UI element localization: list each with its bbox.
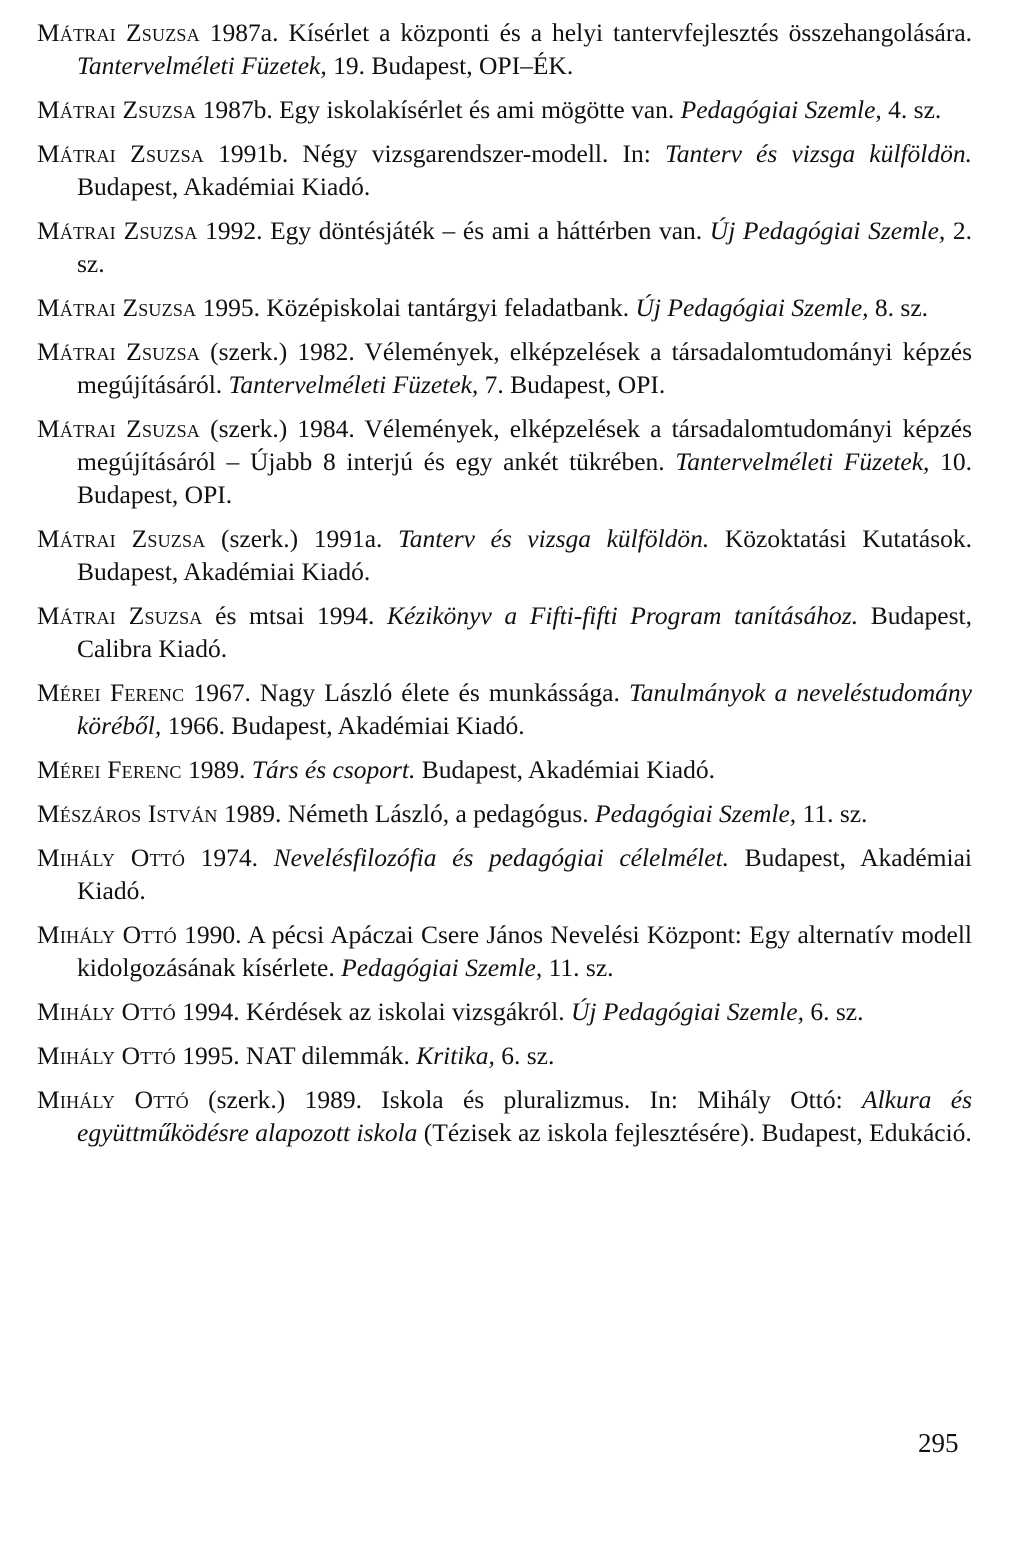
reference-author: Mátrai Zsuzsa: [37, 18, 200, 47]
reference-entry: Mihály Ottó 1990. A pécsi Apáczai Csere János Nevelési Központ: Egy alternatív modell kidolgozásának kísérlete. Pedagógiai Szemle, 11. sz.: [37, 920, 973, 982]
reference-author: Mihály Ottó: [37, 1041, 176, 1070]
reference-author: Mérei Ferenc: [37, 755, 182, 784]
reference-source-title: Kritika,: [416, 1041, 495, 1070]
reference-source-title: Pedagógiai Szemle,: [680, 95, 882, 124]
reference-entry: Mátrai Zsuzsa (szerk.) 1982. Vélemények, elképzelések a társadalomtudományi képzés megújításáról. Tantervelméleti Füzetek, 7. Budapest, OPI.: [37, 337, 973, 399]
reference-author: Mátrai Zsuzsa: [37, 524, 206, 553]
reference-entry: Mérei Ferenc 1989. Társ és csoport. Budapest, Akadémiai Kiadó.: [37, 755, 715, 784]
reference-source-title: Nevelésfilozófia és pedagógiai célelmélet.: [273, 843, 730, 872]
reference-author: Mihály Ottó: [37, 843, 186, 872]
reference-source-title: Tanterv és vizsga külföldön.: [664, 139, 972, 168]
reference-author: Mátrai Zsuzsa: [37, 216, 198, 245]
reference-entry: Mihály Ottó 1995. NAT dilemmák. Kritika, 6. sz.: [37, 1041, 555, 1070]
reference-source-title: Pedagógiai Szemle,: [595, 799, 797, 828]
reference-author: Mihály Ottó: [37, 920, 177, 949]
page-number: 295: [918, 1428, 959, 1458]
reference-author: Mátrai Zsuzsa: [37, 601, 203, 630]
reference-source-title: Új Pedagógiai Szemle,: [709, 216, 946, 245]
reference-source-title: Tantervelméleti Füzetek,: [77, 51, 327, 80]
reference-source-title: Társ és csoport.: [251, 755, 416, 784]
reference-author: Mihály Ottó: [37, 997, 176, 1026]
bibliography: [37, 16, 972, 1160]
reference-author: Mátrai Zsuzsa: [37, 95, 197, 124]
reference-author: Mátrai Zsuzsa: [37, 293, 197, 322]
reference-source-title: Tantervelméleti Füzetek,: [228, 370, 479, 399]
reference-entry: Mihály Ottó 1994. Kérdések az iskolai vizsgákról. Új Pedagógiai Szemle, 6. sz.: [37, 997, 864, 1026]
reference-entry: Mérei Ferenc 1967. Nagy László élete és munkássága. Tanulmányok a neveléstudomány köréből, 1966. Budapest, Akadémiai Kiadó.: [37, 678, 972, 740]
reference-source-title: Új Pedagógiai Szemle,: [635, 293, 869, 322]
reference-source-title: Tanterv és vizsga külföldön.: [397, 524, 710, 553]
reference-author: Mérei Ferenc: [37, 678, 185, 707]
reference-source-title: Tanulmányok a neveléstudomány köréből,: [77, 678, 972, 740]
reference-author: Mátrai Zsuzsa: [37, 337, 200, 366]
reference-author: Mészáros István: [37, 799, 218, 828]
reference-source-title: Alkura és együttműködésre alapozott iskola: [77, 1085, 972, 1147]
reference-entry: Mátrai Zsuzsa 1992. Egy döntésjáték – és ami a háttérben van. Új Pedagógiai Szemle, 2. sz.: [37, 216, 973, 278]
reference-source-title: Tantervelméleti Füzetek,: [675, 447, 930, 476]
reference-entry: Mészáros István 1989. Németh László, a pedagógus. Pedagógiai Szemle, 11. sz.: [37, 799, 868, 828]
reference-entry: Mátrai Zsuzsa 1987b. Egy iskolakísérlet és ami mögötte van. Pedagógiai Szemle, 4. sz.: [37, 95, 942, 124]
reference-entry: Mátrai Zsuzsa 1995. Középiskolai tantárgyi feladatbank. Új Pedagógiai Szemle, 8. sz.: [37, 293, 929, 322]
reference-entry: Mátrai Zsuzsa (szerk.) 1984. Vélemények, elképzelések a társadalomtudományi képzés megújításáról – Újabb 8 interjú és egy ankét tükrében. Tantervelméleti Füzetek, 10. Budapest, OPI.: [37, 414, 973, 509]
reference-source-title: Új Pedagógiai Szemle,: [570, 997, 804, 1026]
reference-author: Mihály Ottó: [37, 1085, 189, 1114]
reference-source-title: Pedagógiai Szemle,: [341, 953, 543, 982]
reference-source-title: Kézikönyv a Fifti-fifti Program tanításához.: [386, 601, 859, 630]
reference-entry: Mátrai Zsuzsa és mtsai 1994. Kézikönyv a Fifti-fifti Program tanításához. Budapest, Calibra Kiadó.: [37, 601, 973, 663]
reference-entry: Mihály Ottó (szerk.) 1989. Iskola és pluralizmus. In: Mihály Ottó: Alkura és együttműködésre alapozott iskola (Tézisek az iskola fejlesztésére). Budapest, Edukáció.: [37, 1085, 972, 1147]
reference-entry: Mátrai Zsuzsa 1991b. Négy vizsgarendszer-modell. In: Tanterv és vizsga külföldön. Budapest, Akadémiai Kiadó.: [37, 139, 972, 201]
reference-author: Mátrai Zsuzsa: [37, 139, 204, 168]
reference-entry: Mátrai Zsuzsa (szerk.) 1991a. Tanterv és vizsga külföldön. Közoktatási Kutatások. Budapest, Akadémiai Kiadó.: [37, 524, 972, 586]
reference-entry: Mátrai Zsuzsa 1987a. Kísérlet a központi és a helyi tantervfejlesztés összehangolására. Tantervelméleti Füzetek, 19. Budapest, OPI–ÉK.: [37, 18, 973, 80]
reference-author: Mátrai Zsuzsa: [37, 414, 200, 443]
reference-entry: Mihály Ottó 1974. Nevelésfilozófia és pedagógiai célelmélet. Budapest, Akadémiai Kiadó.: [37, 843, 972, 905]
